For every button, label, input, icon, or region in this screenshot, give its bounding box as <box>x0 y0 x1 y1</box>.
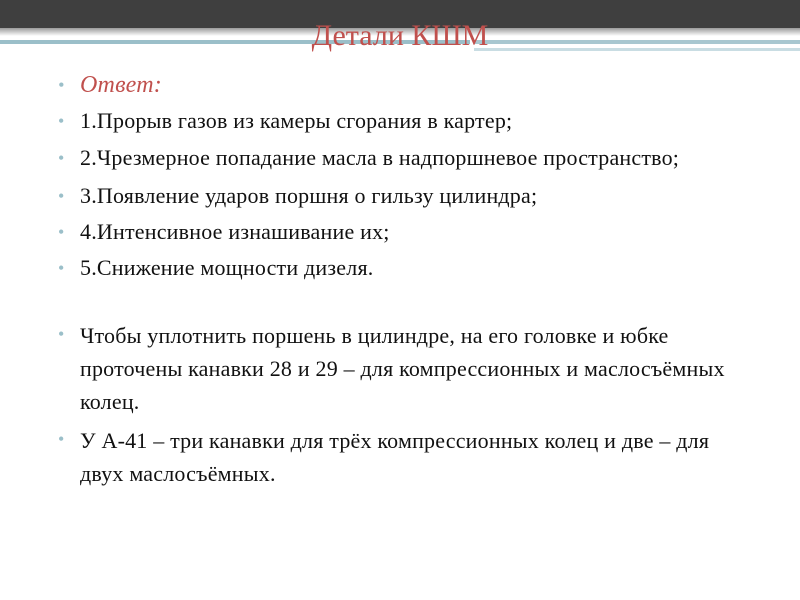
bullet-icon: • <box>58 75 65 95</box>
bullet-icon: • <box>58 186 65 206</box>
paragraph-text: Чтобы уплотнить поршень в цилиндре, на его головке и юбке проточены канавки 28 и 29 – для компрессионных и маслосъёмных колец. <box>80 323 725 414</box>
answer-item <box>58 70 758 100</box>
list-item <box>58 143 758 173</box>
bullet-icon: • <box>58 111 65 131</box>
list-item <box>58 181 758 211</box>
bullet-icon: • <box>58 148 65 168</box>
slide-content <box>58 70 758 490</box>
list-item-text: 2.Чрезмерное попадание масла в надпоршневое пространство; <box>80 145 680 170</box>
paragraph-text: У А-41 – три канавки для трёх компрессионных колец и две – для двух маслосъёмных. <box>80 428 710 486</box>
bullet-icon: • <box>58 222 65 242</box>
list-item <box>58 106 758 136</box>
list-item-text: 1.Прорыв газов из камеры сгорания в картер; <box>80 108 513 133</box>
paragraph-item <box>58 424 758 490</box>
answer-label: Ответ: <box>80 72 162 98</box>
list-item <box>58 217 758 247</box>
list-item <box>58 253 758 283</box>
bullet-icon: • <box>58 429 65 449</box>
slide-title: Детали КШМ <box>311 19 489 52</box>
bullet-icon: • <box>58 324 65 344</box>
list-item-text: 5.Снижение мощности дизеля. <box>80 255 374 280</box>
paragraph-item <box>58 319 758 418</box>
list-item-text: 3.Появление ударов поршня о гильзу цилиндра; <box>80 183 538 208</box>
bullet-icon: • <box>58 258 65 278</box>
list-item-text: 4.Интенсивное изнашивание их; <box>80 219 390 244</box>
